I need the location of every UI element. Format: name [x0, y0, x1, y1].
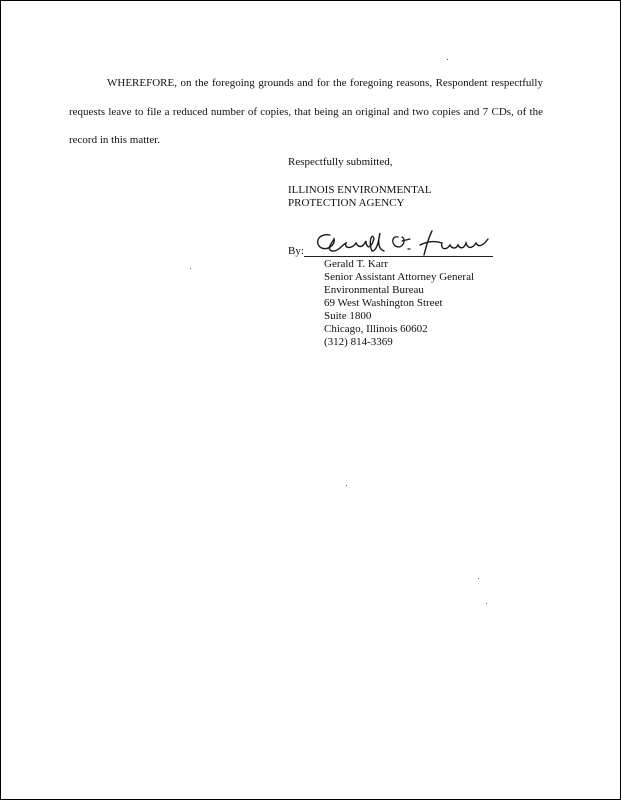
- agency-name-line2: PROTECTION AGENCY: [288, 197, 405, 209]
- respectfully-submitted: Respectfully submitted,: [288, 156, 393, 168]
- signer-city: Chicago, Illinois 60602: [324, 323, 428, 335]
- signer-phone: (312) 814-3369: [324, 336, 393, 348]
- handwritten-signature: [312, 227, 492, 257]
- scan-speck: [447, 59, 448, 60]
- closing-block: [288, 156, 432, 210]
- signer-suite: Suite 1800: [324, 310, 372, 322]
- by-label: By:: [288, 245, 304, 257]
- signature-line: [288, 229, 493, 257]
- signer-title: Senior Assistant Attorney General: [324, 271, 475, 283]
- signer-name: Gerald T. Karr: [324, 258, 389, 270]
- scan-speck: [346, 485, 347, 486]
- paragraph-lead: WHEREFORE,: [107, 77, 177, 89]
- agency-name-line1: ILLINOIS ENVIRONMENTAL: [288, 184, 432, 196]
- scan-speck: [190, 268, 191, 269]
- scan-speck: [486, 603, 487, 604]
- paragraph-text: on the foregoing grounds and for the foregoing reasons, Respondent respectfully requests leave to file a reduced number of copies, that being an original and two copies and 7 CDs, of the record in this matter.: [69, 77, 543, 146]
- signer-street: 69 West Washington Street: [324, 297, 443, 309]
- scan-speck: [478, 578, 479, 579]
- signer-block: [324, 258, 474, 349]
- signer-bureau: Environmental Bureau: [324, 284, 424, 296]
- body-paragraph: [69, 69, 543, 155]
